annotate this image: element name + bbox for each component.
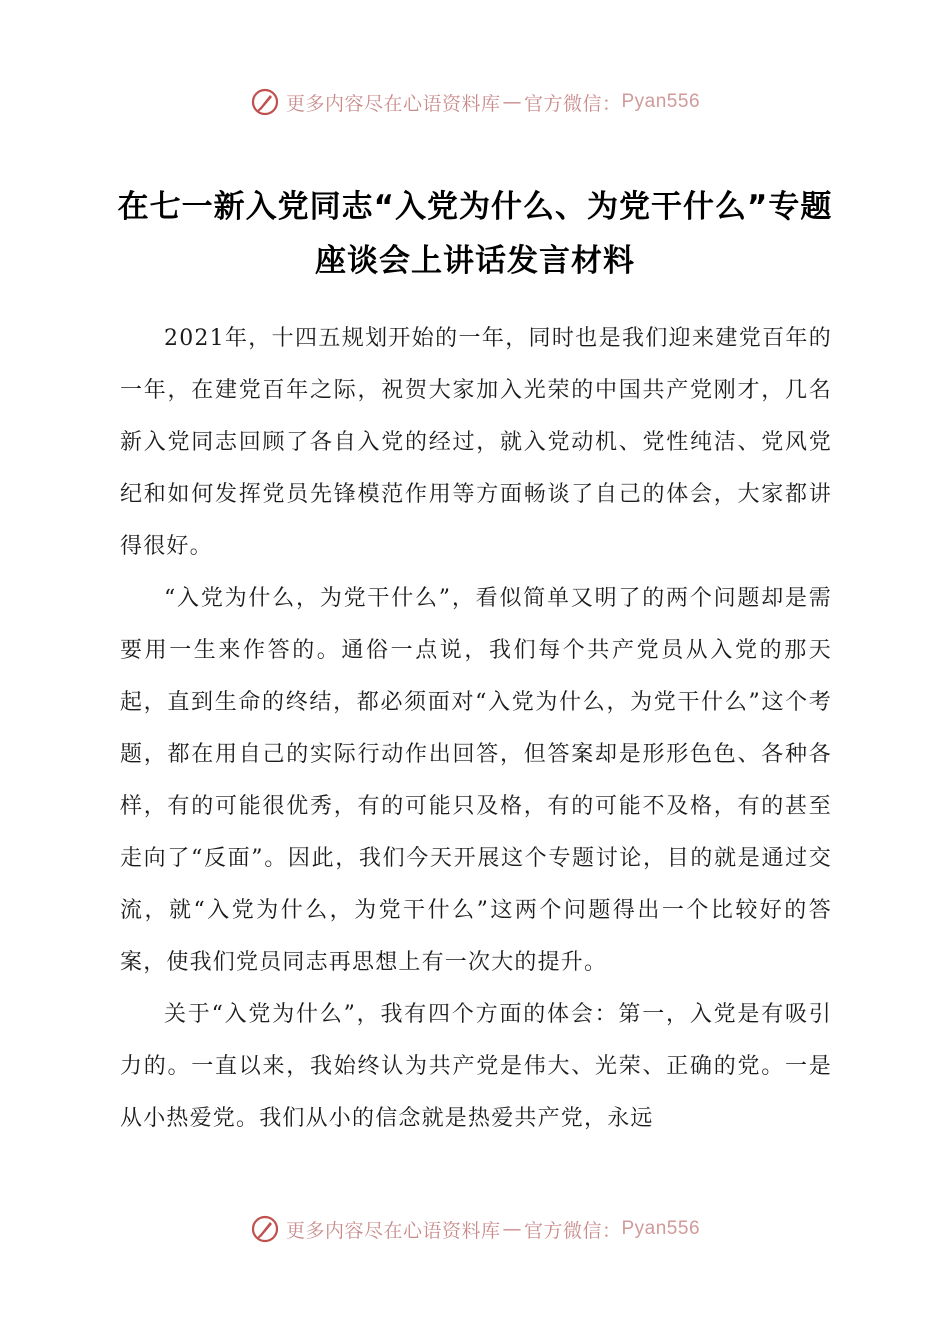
paragraph-3: 关于“入党为什么”，我有四个方面的体会：第一，入党是有吸引力的。一直以来，我始终认为共产党是伟大、光荣、正确的党。一是从小热爱党。我们从小的信念就是热爱共产党，永远 bbox=[120, 1002, 832, 1131]
banner-separator: — bbox=[502, 91, 522, 113]
banner-wechat-label: 官方微信： bbox=[523, 92, 622, 115]
paragraph-2: “入党为什么，为党干什么”，看似简单又明了的两个问题却是需要用一生来作答的。通俗一点说，我们每个共产党员从入党的那天起，直到生命的终结，都必须面对“入党为什么，为党干什么”这个考题，都在用自己的实际行动作出回答，但答案却是形形色色、各种各样，有的可能很优秀，有的可能只及格，有的可能不及格，有的甚至走向了“反面”。因此，我们今天开展这个专题讨论，目的就是通过交流，就“入党为什么，为党干什么”这两个问题得出一个比较好的答案，使我们党员同志再思想上有一次大的提升。 bbox=[120, 586, 832, 975]
banner-wechat-label: 官方微信： bbox=[523, 1219, 622, 1242]
quill-logo-icon bbox=[250, 1214, 280, 1244]
banner-wechat-id: Pyan556 bbox=[621, 91, 701, 112]
banner-brand-text: 更多内容尽在心语资料库 bbox=[285, 1219, 501, 1242]
banner-separator: — bbox=[502, 1218, 522, 1240]
document-body bbox=[120, 313, 832, 1145]
banner-brand-text: 更多内容尽在心语资料库 bbox=[285, 92, 501, 115]
document-title: 在七一新入党同志“入党为什么、为党干什么”专题座谈会上讲话发言材料 bbox=[117, 189, 833, 279]
paragraph-1: 2021年，十四五规划开始的一年，同时也是我们迎来建党百年的一年，在建党百年之际，祝贺大家加入光荣的中国共产党刚才，几名新入党同志回顾了各自入党的经过，就入党动机、党性纯洁、党风党纪和如何发挥党员先锋模范作用等方面畅谈了自己的体会，大家都讲得很好。 bbox=[120, 326, 832, 559]
header-watermark-banner bbox=[0, 82, 950, 122]
footer-watermark-banner bbox=[0, 1209, 950, 1249]
banner-wechat-id: Pyan556 bbox=[621, 1218, 701, 1239]
quill-logo-icon bbox=[250, 87, 280, 117]
